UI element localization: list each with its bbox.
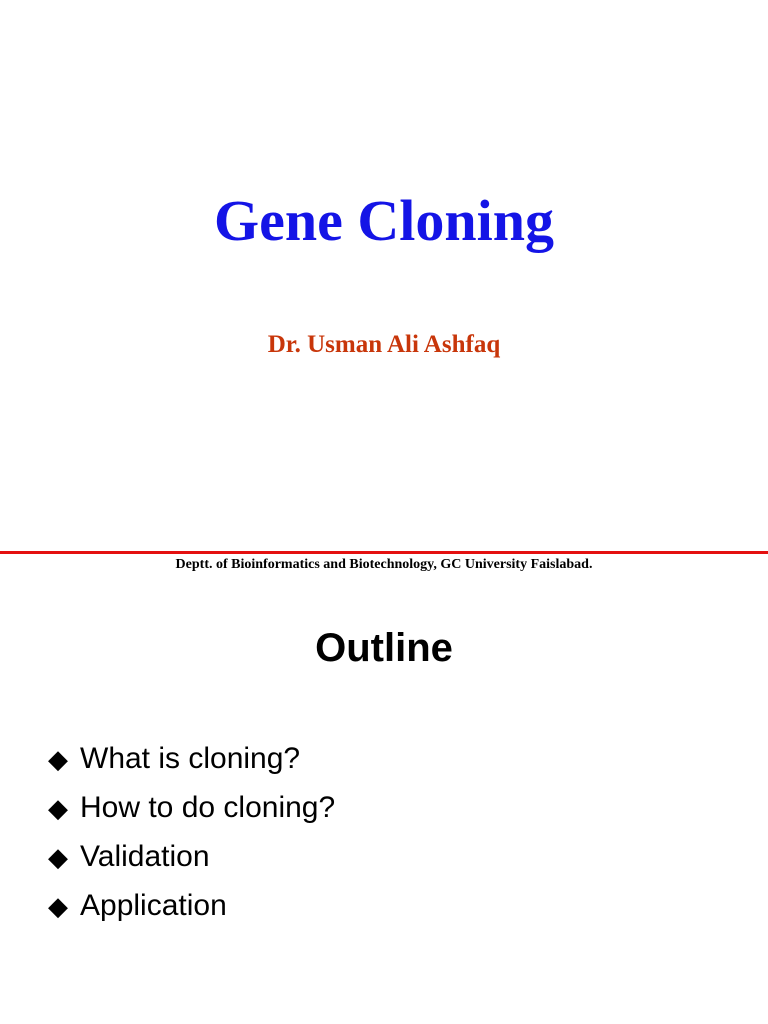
slide-title: Gene Cloning — [214, 188, 554, 253]
list-item-label: Application — [80, 888, 227, 922]
diamond-bullet-icon: ◆ — [48, 841, 68, 872]
diamond-bullet-icon: ◆ — [48, 743, 68, 774]
slide-author: Dr. Usman Ali Ashfaq — [267, 331, 501, 358]
list-item-label: How to do cloning? — [80, 790, 336, 824]
list-item — [48, 783, 335, 832]
footer-divider — [0, 551, 768, 554]
diamond-bullet-icon: ◆ — [48, 890, 68, 921]
list-item-label: Validation — [80, 839, 210, 873]
list-item — [48, 881, 335, 930]
list-item-label: What is cloning? — [80, 741, 301, 775]
list-item — [48, 832, 335, 881]
slide-footer: Deptt. of Bioinformatics and Biotechnology, GC University Faislabad. — [175, 557, 593, 572]
outline-heading: Outline — [315, 626, 453, 670]
outline-list — [48, 734, 335, 930]
list-item — [48, 734, 335, 783]
diamond-bullet-icon: ◆ — [48, 792, 68, 823]
